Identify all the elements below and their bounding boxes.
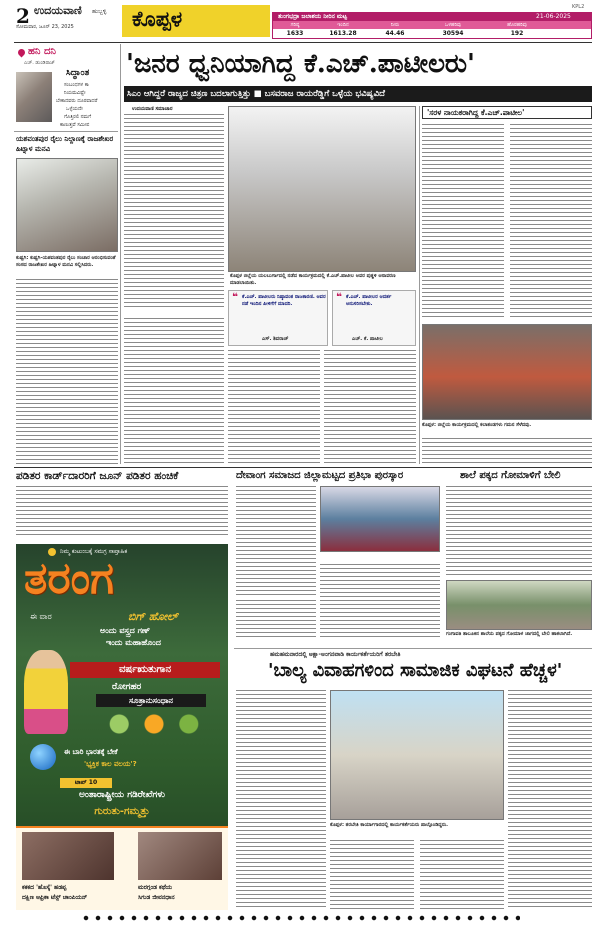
ad-feature2a: ರೋಗಹರ: [112, 682, 142, 692]
dam-value: 44.46: [385, 30, 405, 37]
school-headline: ಶಾಲೆ ಪಕ್ಕದ ಗೋಮಾಳಿಗೆ ಬೇಲಿ: [460, 470, 561, 481]
railway-caption: ಕುಷ್ಟಗಿ: ಕುಷ್ಟಗಿ-ಯಶವಂತಪುರ ರೈಲು ಸಂಚಾರ ಆರಂಭಿಸುವಂತೆ ಸಂಸದ ರಾಜಶೇಖರ ಹಿಟ್ನಾಳ ಮನವಿ ಸಲ್ಲಿಸಿದರು.: [16, 255, 116, 268]
ad-thumbnail: [138, 832, 222, 880]
ad-thumbnail: [22, 832, 114, 880]
lead-photo: [228, 106, 416, 272]
school-caption: ಗಂಗಾವತಿ ತಾಲೂಕಿನ ಶಾಲೆಯ ಪಕ್ಕದ ಗೋಮಾಳ ಜಾಗದಲ್ಲಿ ಬೇಲಿ ಹಾಕಲಾಗಿದೆ.: [446, 631, 573, 637]
dam-title: ತುಂಗಭದ್ರಾ ಜಲಾಶಯ ನೀರಿನ ಮಟ್ಟ: [278, 13, 347, 20]
dam-header: ನೀರು: [390, 22, 400, 28]
ad-tagline: ನಿಮ್ಮ ಕುಟುಂಬಕ್ಕೆ ಸಮಗ್ರ ಸಾಪ್ತಾಹಿಕ: [60, 548, 128, 555]
child-marriage-photo: [330, 690, 504, 820]
devanga-body-col1: [236, 486, 316, 596]
ad-sub4: ಇಂದು ಮಹಾಹೊಂದ: [106, 638, 161, 647]
hani-dani-byline: ಎಚ್. ಡುಂಡಿರಾಜ್: [24, 60, 55, 66]
lead-headline: 'ಜನರ ಧ್ವನಿಯಾಗಿದ್ದ ಕೆ.ಎಚ್.ಪಾಟೀಲರು': [126, 49, 475, 79]
child-marriage-caption: ಕೊಪ್ಪಳ: ತರಬೇತಿ ಕಾರ್ಯಾಗಾರದಲ್ಲಿ ಕಾರ್ಯಕರ್ತೆಯರು ಪಾಲ್ಗೊಂಡಿದ್ದರು.: [330, 822, 449, 828]
school-photo: [446, 580, 592, 630]
dam-header: ಹೊರಹರಿವು: [507, 22, 527, 28]
dam-header-row: [273, 21, 591, 29]
railway-body-text: [16, 279, 118, 465]
paper-name: ಉದಯವಾಣಿ: [34, 4, 82, 17]
side-headline: 'ಸರಳ ನಾಯಕರಾಗಿದ್ದ ಕೆ.ಎಚ್.ಪಾಟೀಲ': [422, 106, 592, 119]
ad-feature4a: ಅಂತಾರಾಷ್ಟ್ರೀಯ ಗಡಿರೇಖೆಗಳು: [79, 790, 165, 800]
quote-1-text: ಕೆ.ಎಚ್. ಪಾಟೀಲರು ನಿಷ್ಠಾವಂತ ರಾಜಕಾರಣಿ. ಅವರ ನಡೆ ಇಂದಿನ ಪೀಳಿಗೆಗೆ ಮಾದರಿ.: [242, 294, 326, 307]
ad-foot2a: ಮರಗ್ಗಂಡ ಕಥೆಯ: [138, 884, 173, 891]
ad-feature1: ವರ್ಷಋತುಗಾನ: [70, 662, 220, 678]
ad-sub1: ಈ ವಾರ: [30, 612, 52, 621]
box-rule: [14, 131, 118, 132]
poem-line: ಗೊತ್ತಿರಲಿ ನಮಗೆ: [64, 114, 92, 120]
masthead-rule: [14, 42, 592, 43]
ad-girl-figure: [24, 650, 68, 734]
poem-line: ಸಂಬಂಧಗಳ ಕಾ: [64, 82, 89, 88]
ad-feature4b: ಗುರುತು-ಗಮ್ಮತ್ತು: [94, 806, 150, 817]
side-body-col3: [422, 438, 592, 464]
devanga-headline: ದೇವಾಂಗ ಸಮಾಜದ ಜಿಲ್ಲಾಮಟ್ಟದ ಪ್ರತಿಭಾ ಪುರಸ್ಕಾರ: [236, 470, 404, 481]
lead-body-text-col4: [324, 350, 416, 464]
lead-body-text-col2: [124, 318, 224, 464]
lead-subheadline: ಸಿಎಂ ಆಗಿದ್ದರೆ ರಾಜ್ಯದ ಚಿತ್ರಣ ಬದಲಾಗುತ್ತಿತ್ತು ■ ಬಸವರಾಜ ರಾಯರೆಡ್ಡಿಗೆ ಒಳ್ಳೆಯ ಭವಿಷ್ಯವಿದೆ: [124, 86, 592, 102]
child-marriage-body-col1: [236, 690, 326, 910]
railway-photo: [16, 158, 118, 252]
dateline: ಸೋಮವಾರ, ಜೂನ್ 23, 2025: [16, 24, 74, 30]
ad-foot1a: ಕಕಕದ 'ಹೊಸ್ಕೆ' ಹಡಪ್ಪ: [22, 884, 67, 891]
ad-badge: ಟಾಪ್ 10: [60, 778, 112, 788]
child-marriage-body-col4: [508, 690, 592, 910]
ad-fruits: [96, 710, 212, 738]
child-marriage-headline: 'ಬಾಲ್ಯ ವಿವಾಹಗಳಿಂದ ಸಾಮಾಜಿಕ ವಿಘಟನೆ ಹೆಚ್ಚಳ': [268, 660, 563, 681]
ad-foot1b: ದಕ್ಷಿಣ ಆಫ್ರಿಕಾ ಟೆಸ್ಟ್ ಚಾಂಪಿಯನ್: [22, 894, 88, 901]
devanga-body-col3: [236, 600, 316, 640]
dam-date: 21-06-2025: [536, 13, 571, 20]
registration-marks: [80, 914, 520, 922]
ad-feature3a: ಈ ಬಾರಿ ಭಾರತಕ್ಕೆ ಬೇಕೆ: [64, 748, 118, 756]
side-body-col2: [510, 124, 592, 320]
ration-headline: ಪಡಿತರ ಕಾರ್ಡ್‌ದಾರರಿಗೆ ಜೂನ್ ಪಡಿತರ ಹಂಚಿಕೆ: [16, 470, 179, 482]
railway-headline: ಯಶವಂತಪುರ ರೈಲು ನಿಲ್ದಾಣಕ್ಕೆ ರಾಜಶೇಖರ ಹಿಟ್ನಾಳ ಮನವಿ: [16, 135, 114, 153]
quote-1-by: ಎಸ್. ಶಿವರಾಜ್: [262, 336, 289, 342]
ad-sub2: ಬಿಗ್ ಹೋಲ್: [128, 610, 178, 623]
side-body-col1: [422, 124, 504, 320]
poet-portrait: [16, 72, 52, 122]
ad-foot2b: ಸಿಗುಡ ಜೀವನಧಾನ: [138, 894, 175, 901]
poem-line: ಬೇಕಾದವರು ದೂರವಾದರೆ: [56, 98, 98, 104]
dam-header: ಇಂದಿನ: [337, 22, 349, 28]
dam-value-row: [273, 29, 591, 38]
dam-value: 1613.28: [329, 30, 357, 37]
globe-icon: [30, 744, 56, 770]
ad-feature2b: ಸೂತ್ರಾನುಸಂಧಾನ: [96, 694, 206, 707]
side-photo: [422, 324, 592, 420]
ad-feature3b: 'ಭ್ಯಕ್ತಿಕ ಕಾಲ ವಲಯ'?: [84, 760, 137, 768]
region-label: ಹುಬ್ಬಳ್ಳಿ: [92, 8, 107, 15]
poem-line: ಕಾಣುತ್ತವೆ ಸಮೀಪ: [60, 122, 90, 128]
school-body: [446, 486, 592, 576]
kicker: ಹಮಹಮನಾರದಲ್ಲಿ ಅಕ್ಷಾ-ಅಂಗನವಾಡಿ ಕಾರ್ಯಕರ್ತೆಯರಿಗೆ ತರಬೇತಿ: [270, 651, 401, 658]
child-marriage-body-col3: [420, 840, 504, 910]
lead-byline: ಉದಯವಾಣಿ ಸಮಾಚಾರ: [132, 106, 173, 112]
lead-photo-caption: ಕೊಪ್ಪಳ ಜಿಲ್ಲೆಯ ಯಲಬುರ್ಗಾದಲ್ಲಿ ನಡೆದ ಕಾರ್ಯಕ್ರಮದಲ್ಲಿ ಕೆ.ಎಚ್.ಪಾಟೀಲ ಅವರ ಪುತ್ಥಳಿ ಅನಾವರಣ ಮಾಡಲಾಯಿತು.: [230, 273, 396, 286]
quote-2-by: ಎಚ್. ಕೆ. ಪಾಟೀಲ: [352, 336, 383, 342]
poem-title: ಸಿದ್ಧಾಂತ: [66, 68, 90, 78]
child-marriage-body-col2: [330, 840, 414, 910]
section-rule: [234, 648, 592, 649]
section-rule: [14, 467, 592, 468]
edition-code: KPL2: [572, 4, 585, 10]
dam-value: 30594: [442, 30, 464, 37]
side-photo-caption: ಕೊಪ್ಪಳ: ಜಿಲ್ಲೆಯ ಕಾರ್ಯಕ್ರಮದಲ್ಲಿ ಕಲಾತಂಡಗಳು ಗಮನ ಸೆಳೆದವು.: [422, 422, 532, 428]
column-rule: [120, 44, 121, 464]
dam-header: ಒಳಹರಿವು: [444, 22, 462, 28]
section-title: ಕೊಪ್ಪಳ: [132, 6, 183, 31]
ration-body: [16, 486, 228, 538]
poem-line: ಒಳ್ಳೆಯದೇ: [66, 106, 83, 112]
quote-mark-icon: ❝: [336, 292, 342, 303]
dam-header: ಗರಿಷ್ಠ: [290, 22, 300, 28]
poem-line: ನಿಯಮವಿಷ್ಟೇ: [64, 90, 86, 96]
ad-title: ತರಂಗ: [24, 553, 114, 604]
page-number: 2: [16, 4, 30, 28]
column-rule: [419, 106, 420, 464]
lead-body-text-col1: [124, 114, 224, 310]
devanga-photo: [320, 486, 440, 552]
dam-value: 1633: [286, 30, 304, 37]
quote-2-text: ಕೆ.ಎಚ್. ಪಾಟೀಲರ ಆದರ್ಶ ಅನುಸರಿಸಬೇಕು.: [346, 294, 392, 307]
devanga-body-col2: [320, 564, 440, 640]
ad-sub3: ಅಂದು ವಸ್ತ್ರದ ಗಣ್: [100, 626, 150, 635]
hani-dani-logo: ಹನಿ ದನಿ: [28, 46, 56, 57]
quote-mark-icon: ❝: [232, 292, 238, 303]
lead-body-text-col3: [228, 350, 320, 464]
drop-icon: [17, 48, 27, 58]
dam-value: 192: [510, 30, 524, 37]
